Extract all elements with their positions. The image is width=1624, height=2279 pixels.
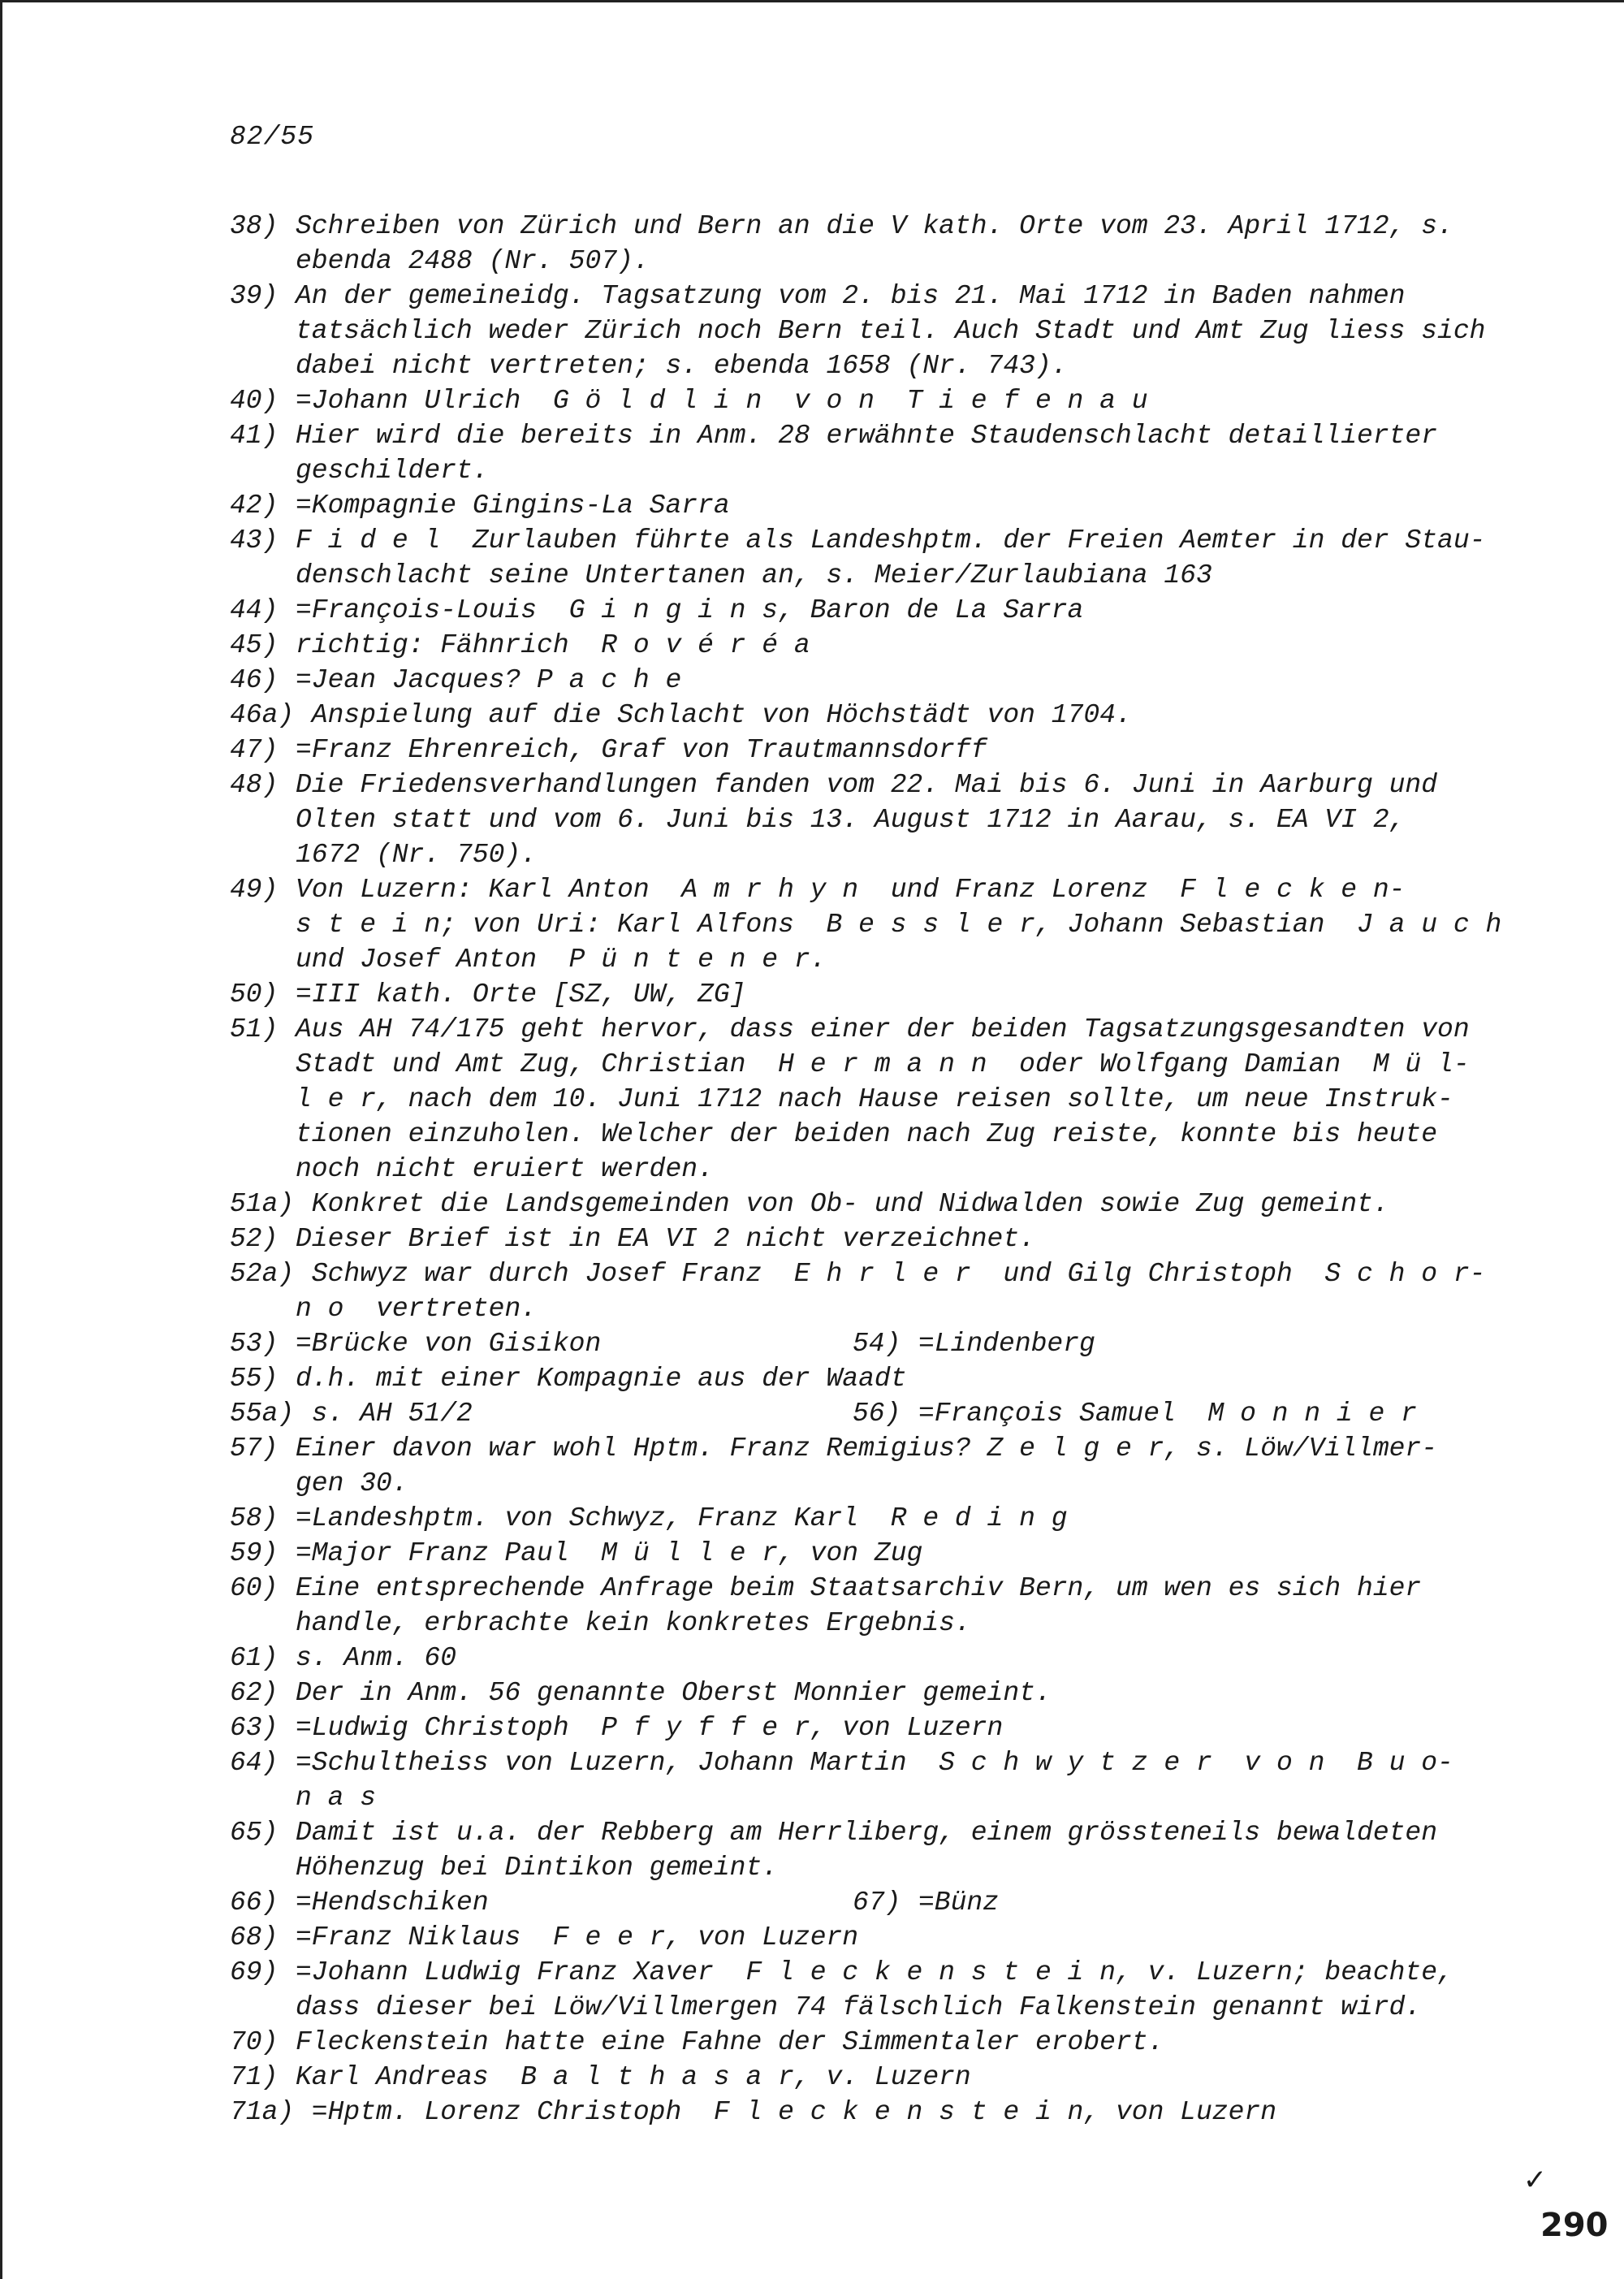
- footnote-number: 51): [230, 1014, 279, 1044]
- footnote: [230, 2060, 1545, 2095]
- footnote: [230, 663, 1545, 698]
- footnote: [230, 279, 1545, 383]
- footnote-line: =Jean Jacques? P a c h e: [296, 665, 682, 695]
- footnote-line: Höhenzug bei Dintikon gemeint.: [296, 1853, 779, 1883]
- footnote: [230, 977, 1545, 1012]
- footnote-line: 1672 (Nr. 750).: [296, 840, 538, 870]
- footnote-number: 38): [230, 211, 279, 241]
- footnote-line: Damit ist u.a. der Rebberg am Herrliberg, einem grössteneils bewaldeten: [296, 1818, 1438, 1848]
- footnote-line: handle, erbrachte kein konkretes Ergebnis.: [296, 1608, 971, 1638]
- footnote: [230, 1676, 1545, 1710]
- footnote-number: 71a): [230, 2097, 295, 2127]
- footnote: [230, 1745, 1545, 1815]
- footnote-line: tionen einzuholen. Welcher der beiden nach Zug reiste, konnte bis heute: [296, 1119, 1438, 1149]
- footnote-number: 52): [230, 1224, 279, 1254]
- footnote-line: Schreiben von Zürich und Bern an die V kath. Orte vom 23. April 1712, s.: [296, 211, 1453, 241]
- footnote-line: =III kath. Orte [SZ, UW, ZG]: [296, 979, 746, 1010]
- footnote: [230, 1571, 1545, 1641]
- footnote: [230, 1187, 1545, 1222]
- footnote-number: 71): [230, 2062, 279, 2092]
- footnote-number: 63): [230, 1713, 279, 1743]
- footnote-pair: [230, 1885, 1545, 1920]
- footnote: [230, 488, 1545, 523]
- footnote-line: Hier wird die bereits in Anm. 28 erwähnte Staudenschlacht detaillierter: [296, 421, 1438, 451]
- footnote-line: denschlacht seine Untertanen an, s. Meier/Zurlaubiana 163: [296, 560, 1212, 590]
- footnote-number: 44): [230, 595, 279, 625]
- footnote-line: dass dieser bei Löw/Villmergen 74 fälschlich Falkenstein genannt wird.: [296, 1992, 1422, 2022]
- footnote-line: =Kompagnie Gingins-La Sarra: [296, 491, 730, 521]
- footnote-number: 64): [230, 1748, 279, 1778]
- footnote-number: 66): [230, 1888, 279, 1918]
- footnote-line: Dieser Brief ist in EA VI 2 nicht verzeichnet.: [296, 1224, 1035, 1254]
- footnote-number: 52a): [230, 1259, 295, 1289]
- footnote-text: =Hendschiken: [296, 1888, 489, 1918]
- footnote-pair: [230, 1396, 1545, 1431]
- footnote-line: Konkret die Landsgemeinden von Ob- und Nidwalden sowie Zug gemeint.: [296, 1189, 1389, 1219]
- footnote-line: =Ludwig Christoph P f y f f e r, von Luzern: [296, 1713, 1004, 1743]
- check-mark: ✓: [1525, 2164, 1545, 2200]
- footnote-line: Einer davon war wohl Hptm. Franz Remigius? Z e l g e r, s. Löw/Villmer-: [296, 1434, 1438, 1464]
- footnote-text: s. AH 51/2: [296, 1399, 473, 1429]
- footnote: [230, 1012, 1545, 1187]
- footnote-number: 70): [230, 2027, 279, 2057]
- footnote-number: 43): [230, 525, 279, 556]
- footnote-line: Stadt und Amt Zug, Christian H e r m a n n oder Wolfgang Damian M ü l-: [296, 1049, 1470, 1079]
- footnote: [230, 733, 1545, 768]
- footnote-line: n a s: [296, 1783, 377, 1813]
- footnote-line: =Schultheiss von Luzern, Johann Martin S c h w y t z e r v o n B u o-: [296, 1748, 1453, 1778]
- footnote-number: 45): [230, 630, 279, 660]
- footnote-line: =Landeshptm. von Schwyz, Franz Karl R e d i n g: [296, 1503, 1068, 1533]
- footnote-number: 59): [230, 1538, 279, 1568]
- footnote-line: An der gemeineidg. Tagsatzung vom 2. bis 21. Mai 1712 in Baden nahmen: [296, 281, 1406, 311]
- footnote: [230, 1536, 1545, 1571]
- footnote-line: Olten statt und vom 6. Juni bis 13. August 1712 in Aarau, s. EA VI 2,: [296, 805, 1406, 835]
- footnote-line: richtig: Fähnrich R o v é r é a: [296, 630, 810, 660]
- footnote-number: 46): [230, 665, 279, 695]
- footnote-line: Der in Anm. 56 genannte Oberst Monnier gemeint.: [296, 1678, 1052, 1708]
- footnote: [230, 383, 1545, 418]
- footnote-text: =Lindenberg: [918, 1329, 1095, 1359]
- footnote-line: Fleckenstein hatte eine Fahne der Simmentaler erobert.: [296, 2027, 1164, 2057]
- footnote-line: tatsächlich weder Zürich noch Bern teil. Auch Stadt und Amt Zug liess sich: [296, 316, 1486, 346]
- footnote-number: 50): [230, 979, 279, 1010]
- footnote-number: 69): [230, 1957, 279, 1987]
- footnote-line: Anspielung auf die Schlacht von Höchstädt von 1704.: [296, 700, 1132, 730]
- footnote-number: 56): [853, 1399, 901, 1429]
- footnote: [230, 1222, 1545, 1256]
- footnote-line: noch nicht eruiert werden.: [296, 1154, 714, 1184]
- footnote-text: =Brücke von Gisikon: [296, 1329, 602, 1359]
- footnote-line: gen 30.: [296, 1468, 408, 1498]
- footnote-number: 62): [230, 1678, 279, 1708]
- scan-border-left: [0, 0, 2, 2279]
- footnote-line: =Johann Ulrich G ö l d l i n v o n T i e f e n a u: [296, 386, 1148, 416]
- page-reference: 82/55: [230, 122, 315, 152]
- footnote: [230, 768, 1545, 872]
- footnote-line: s. Anm. 60: [296, 1643, 457, 1673]
- footnote-line: und Josef Anton P ü n t e n e r.: [296, 945, 827, 975]
- footnote-line: Eine entsprechende Anfrage beim Staatsarchiv Bern, um wen es sich hier: [296, 1573, 1422, 1603]
- footnote: [230, 698, 1545, 733]
- footnote-line: l e r, nach dem 10. Juni 1712 nach Hause reisen sollte, um neue Instruk-: [296, 1084, 1453, 1114]
- footnote: [230, 1256, 1545, 1326]
- footnote: [230, 418, 1545, 488]
- footnote-line: =Major Franz Paul M ü l l e r, von Zug: [296, 1538, 923, 1568]
- footnote: [230, 1361, 1545, 1396]
- footnote-line: =Franz Ehrenreich, Graf von Trautmannsdorff: [296, 735, 987, 765]
- footnote-number: 53): [230, 1329, 279, 1359]
- footnote: [230, 1920, 1545, 1955]
- page-number: 290: [1540, 2207, 1609, 2244]
- footnote-line: Die Friedensverhandlungen fanden vom 22. Mai bis 6. Juni in Aarburg und: [296, 770, 1438, 800]
- scan-border-top: [0, 0, 1624, 2]
- footnote-line: dabei nicht vertreten; s. ebenda 1658 (Nr. 743).: [296, 351, 1068, 381]
- footnote-line: F i d e l Zurlauben führte als Landeshptm. der Freien Aemter in der Stau-: [296, 525, 1486, 556]
- footnote-line: =Hptm. Lorenz Christoph F l e c k e n s t e i n, von Luzern: [296, 2097, 1276, 2127]
- footnote-list: [230, 209, 1545, 2130]
- footnote-line: Von Luzern: Karl Anton A m r h y n und Franz Lorenz F l e c k e n-: [296, 875, 1406, 905]
- footnote-line: n o vertreten.: [296, 1294, 538, 1324]
- footnote-line: ebenda 2488 (Nr. 507).: [296, 246, 650, 276]
- footnote-number: 39): [230, 281, 279, 311]
- footnote-number: 68): [230, 1922, 279, 1953]
- footnote-number: 60): [230, 1573, 279, 1603]
- footnote: [230, 2095, 1545, 2130]
- footnote-line: d.h. mit einer Kompagnie aus der Waadt: [296, 1364, 907, 1394]
- footnote-line: Karl Andreas B a l t h a s a r, v. Luzern: [296, 2062, 971, 2092]
- footnote: [230, 1710, 1545, 1745]
- footnote: [230, 209, 1545, 279]
- footnote-number: 65): [230, 1818, 279, 1848]
- footnote-number: 54): [853, 1329, 901, 1359]
- footnote: [230, 593, 1545, 628]
- footnote-number: 57): [230, 1434, 279, 1464]
- footnote-number: 51a): [230, 1189, 295, 1219]
- footnote-text: =Bünz: [918, 1888, 1000, 1918]
- footnote-number: 42): [230, 491, 279, 521]
- footnote-number: 58): [230, 1503, 279, 1533]
- footnote-pair: [230, 1326, 1545, 1361]
- footnote: [230, 523, 1545, 593]
- footnote: [230, 1815, 1545, 1885]
- footnote-text: =François Samuel M o n n i e r: [918, 1399, 1417, 1429]
- footnote-line: s t e i n; von Uri: Karl Alfons B e s s l e r, Johann Sebastian J a u c h: [296, 910, 1502, 940]
- footnote-number: 55a): [230, 1399, 295, 1429]
- footnote-number: 46a): [230, 700, 295, 730]
- footnote-line: =François-Louis G i n g i n s, Baron de La Sarra: [296, 595, 1084, 625]
- footnote: [230, 2025, 1545, 2060]
- footnote-line: =Johann Ludwig Franz Xaver F l e c k e n s t e i n, v. Luzern; beachte,: [296, 1957, 1453, 1987]
- footnote: [230, 1431, 1545, 1501]
- footnote: [230, 628, 1545, 663]
- footnote-line: Schwyz war durch Josef Franz E h r l e r und Gilg Christoph S c h o r-: [296, 1259, 1486, 1289]
- footnote-line: geschildert.: [296, 456, 489, 486]
- footnote-number: 48): [230, 770, 279, 800]
- footnote-number: 40): [230, 386, 279, 416]
- footnote-number: 67): [853, 1888, 901, 1918]
- footnote-number: 61): [230, 1643, 279, 1673]
- footnote: [230, 1501, 1545, 1536]
- footnote: [230, 872, 1545, 977]
- footnote: [230, 1955, 1545, 2025]
- footnote-number: 55): [230, 1364, 279, 1394]
- footnote: [230, 1641, 1545, 1676]
- footnote-line: =Franz Niklaus F e e r, von Luzern: [296, 1922, 859, 1953]
- footnote-line: Aus AH 74/175 geht hervor, dass einer der beiden Tagsatzungsgesandten von: [296, 1014, 1470, 1044]
- footnote-number: 47): [230, 735, 279, 765]
- footnote-number: 49): [230, 875, 279, 905]
- footnote-number: 41): [230, 421, 279, 451]
